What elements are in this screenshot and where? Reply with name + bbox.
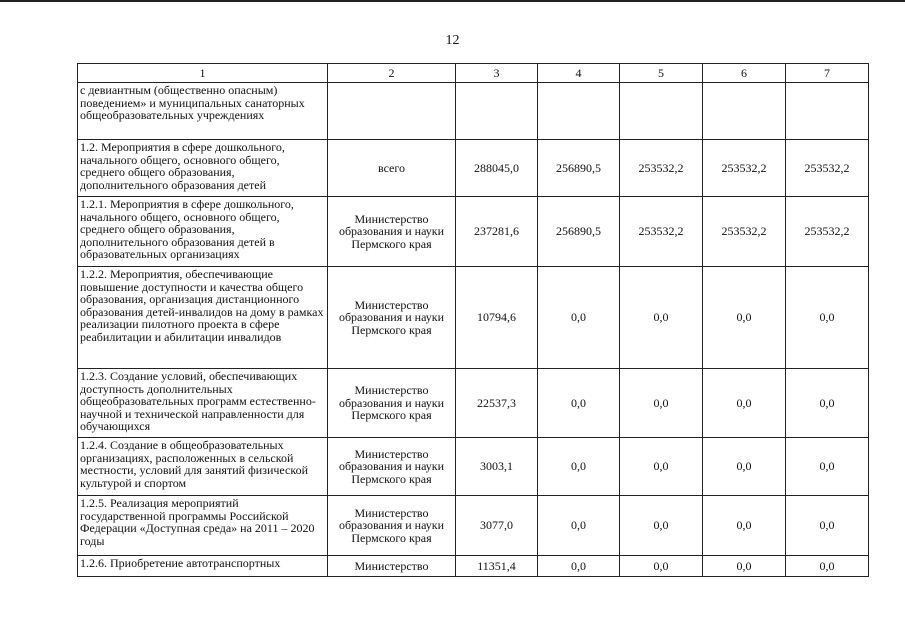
value-cell: 0,0 <box>703 267 786 369</box>
value-cell: 256890,5 <box>538 197 620 267</box>
column-number: 1 <box>78 64 328 83</box>
table-row <box>78 438 869 496</box>
executor: Министерство образования и науки Пермского края <box>328 496 456 556</box>
value-cell: 0,0 <box>703 556 786 577</box>
value-cell: 0,0 <box>620 438 703 496</box>
executor: всего <box>328 140 456 197</box>
table-row <box>78 496 869 556</box>
value-cell: 11351,4 <box>456 556 538 577</box>
value-cell: 256890,5 <box>538 140 620 197</box>
value-cell: 288045,0 <box>456 140 538 197</box>
value-cell: 10794,6 <box>456 267 538 369</box>
value-cell: 253532,2 <box>786 197 869 267</box>
value-cell: 253532,2 <box>703 140 786 197</box>
measure-name: 1.2.3. Создание условий, обеспечивающих доступность дополнительных общеобразовательных программ естественно-научной и технической направленности для обучающихся <box>78 369 328 438</box>
table-row <box>78 556 869 577</box>
value-cell: 253532,2 <box>620 197 703 267</box>
executor: Министерство образования и науки Пермского края <box>328 438 456 496</box>
value-cell: 237281,6 <box>456 197 538 267</box>
column-number: 5 <box>620 64 703 83</box>
executor: Министерство образования и науки Пермского края <box>328 197 456 267</box>
measure-name: 1.2.2. Мероприятия, обеспечивающие повышение доступности и качества общего образования, организация дистанционного образования детей-инвалидов на дому в рамках реализации пилотного проекта в сфере реабилитации и абилитации инвалидов <box>78 267 328 369</box>
value-cell <box>620 83 703 140</box>
value-cell: 3077,0 <box>456 496 538 556</box>
table-row <box>78 267 869 369</box>
top-rule <box>0 0 905 2</box>
measure-name: 1.2.5. Реализация мероприятий государственной программы Российской Федерации «Доступная среда» на 2011 – 2020 годы <box>78 496 328 556</box>
value-cell: 0,0 <box>786 496 869 556</box>
value-cell: 0,0 <box>786 556 869 577</box>
measure-name: 1.2.1. Мероприятия в сфере дошкольного, начального общего, основного общего, среднего общего образования, дополнительного образования детей в образовательных организациях <box>78 197 328 267</box>
value-cell: 0,0 <box>620 556 703 577</box>
column-number: 6 <box>703 64 786 83</box>
value-cell: 0,0 <box>620 267 703 369</box>
value-cell: 0,0 <box>538 369 620 438</box>
measure-name: с девиантным (общественно опасным) поведением» и муниципальных санаторных общеобразовательных учреждениях <box>78 83 328 140</box>
value-cell: 0,0 <box>538 267 620 369</box>
executor <box>328 83 456 140</box>
measure-name: 1.2.4. Создание в общеобразовательных организациях, расположенных в сельской местности, условий для занятий физической культурой и спортом <box>78 438 328 496</box>
column-number: 4 <box>538 64 620 83</box>
executor: Министерство образования и науки Пермского края <box>328 267 456 369</box>
table-row <box>78 140 869 197</box>
table-row <box>78 369 869 438</box>
value-cell: 0,0 <box>538 556 620 577</box>
value-cell: 253532,2 <box>786 140 869 197</box>
column-number: 2 <box>328 64 456 83</box>
value-cell <box>456 83 538 140</box>
value-cell: 0,0 <box>703 438 786 496</box>
value-cell <box>703 83 786 140</box>
measure-name: 1.2. Мероприятия в сфере дошкольного, начального общего, основного общего, среднего общего образования, дополнительного образования детей <box>78 140 328 197</box>
value-cell: 253532,2 <box>703 197 786 267</box>
value-cell: 0,0 <box>620 369 703 438</box>
value-cell: 0,0 <box>786 438 869 496</box>
value-cell: 3003,1 <box>456 438 538 496</box>
value-cell <box>786 83 869 140</box>
measure-name: 1.2.6. Приобретение автотранспортных <box>78 556 328 577</box>
executor: Министерство образования и науки Пермского края <box>328 369 456 438</box>
executor: Министерство <box>328 556 456 577</box>
value-cell: 253532,2 <box>620 140 703 197</box>
column-number-row <box>78 64 869 83</box>
page-number: 12 <box>445 33 460 48</box>
value-cell: 0,0 <box>703 496 786 556</box>
value-cell: 0,0 <box>786 267 869 369</box>
value-cell: 0,0 <box>703 369 786 438</box>
value-cell: 0,0 <box>786 369 869 438</box>
column-number: 7 <box>786 64 869 83</box>
budget-table <box>77 63 869 577</box>
value-cell: 0,0 <box>538 438 620 496</box>
value-cell: 0,0 <box>620 496 703 556</box>
value-cell: 0,0 <box>538 496 620 556</box>
value-cell: 22537,3 <box>456 369 538 438</box>
value-cell <box>538 83 620 140</box>
table-row <box>78 197 869 267</box>
table-row <box>78 83 869 140</box>
column-number: 3 <box>456 64 538 83</box>
